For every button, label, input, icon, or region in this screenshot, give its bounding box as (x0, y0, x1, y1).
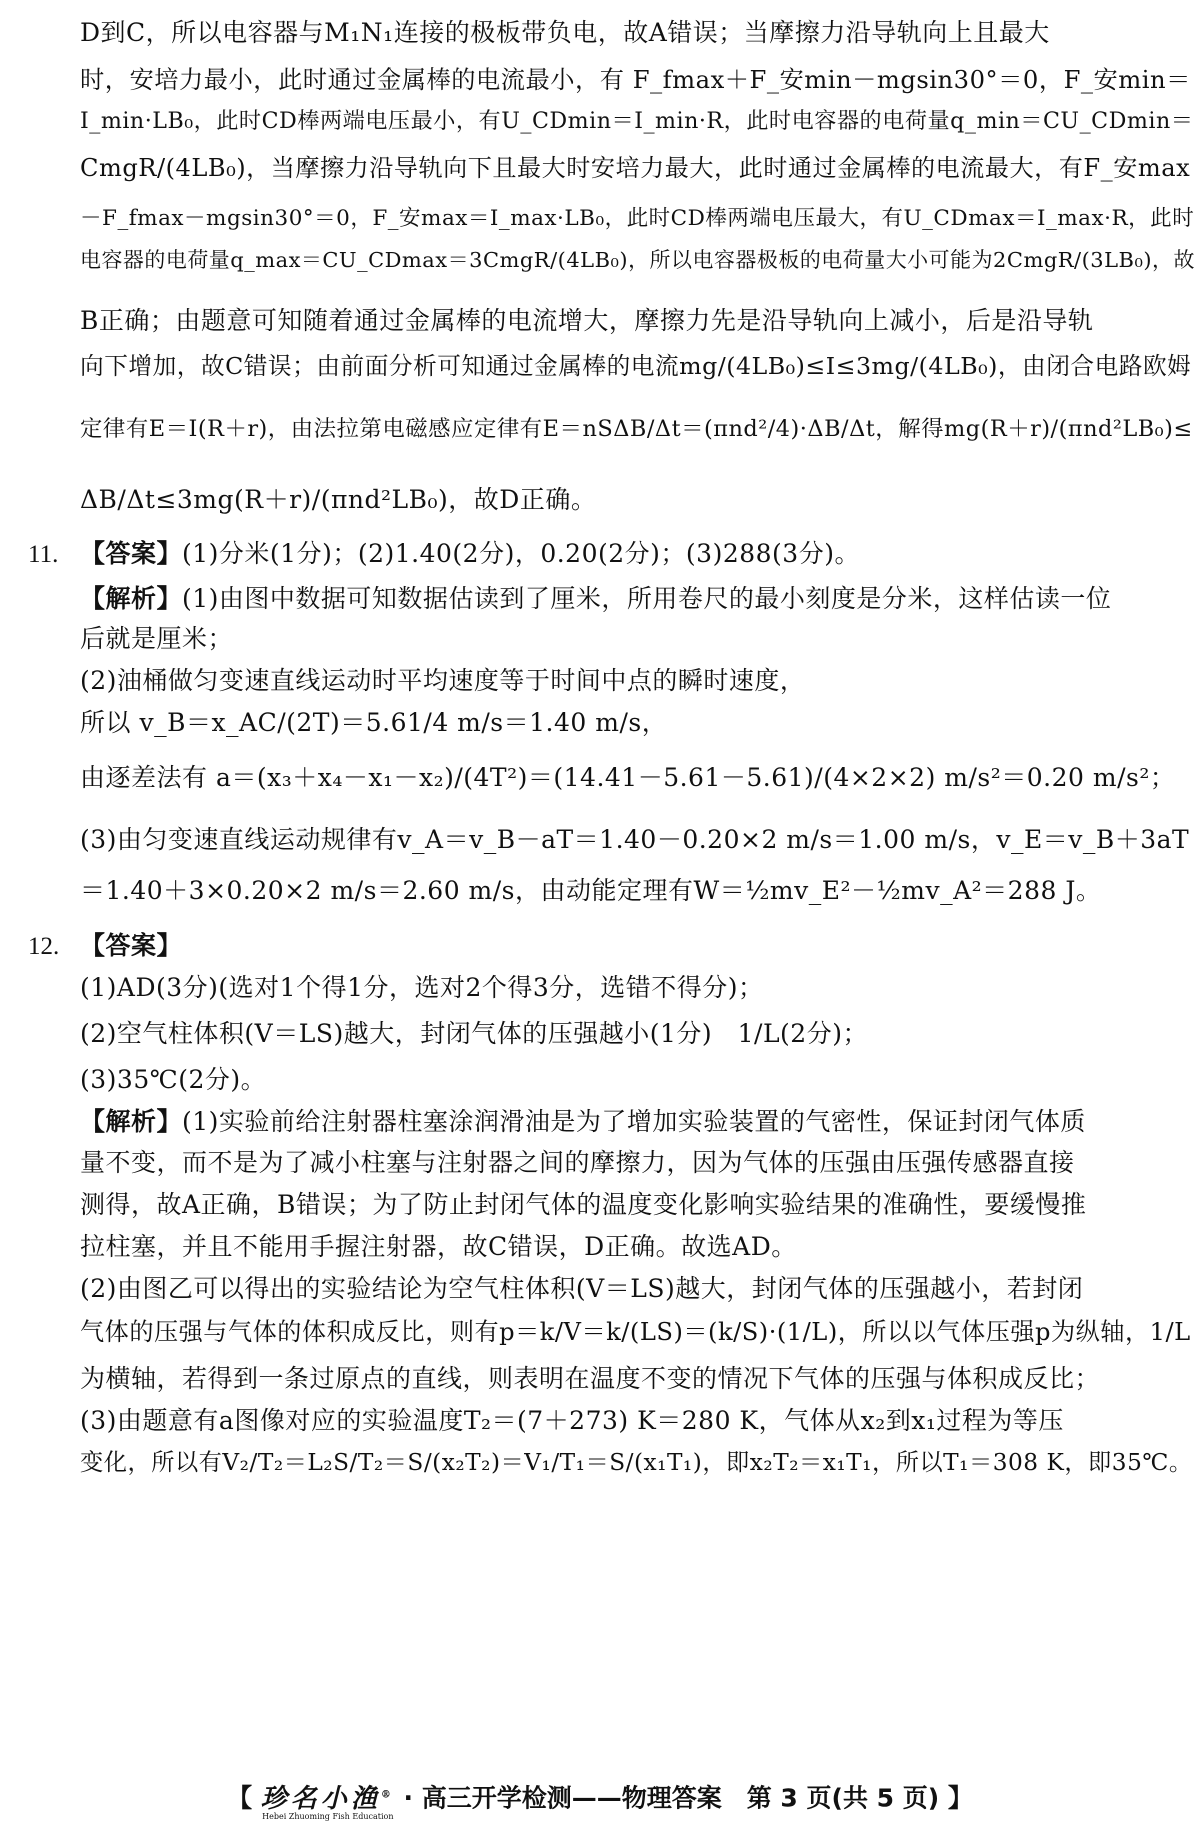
text-line (80, 933, 1180, 958)
line-text: 定律有E＝I(R＋r)，由法拉第电磁感应定律有E＝nSΔB/Δt＝(πnd²/4)·ΔB/Δt，解得mg(R＋r)/(πnd²LB₀)≤ (80, 416, 1193, 442)
section-tag: 【解析】 (80, 584, 183, 613)
text-line (80, 1021, 1180, 1046)
text-line (80, 1109, 1180, 1134)
section-tag: 【答案】 (80, 931, 183, 960)
line-text: CmgR/(4LB₀)，当摩擦力沿导轨向下且最大时安培力最大，此时通过金属棒的电流最大，有F_安max (80, 154, 1191, 182)
question-number: 11. (28, 541, 59, 568)
text-line (80, 65, 1191, 94)
line-text: B正确；由题意可知随着通过金属棒的电流增大，摩擦力先是沿导轨向上减小，后是沿导轨 (80, 306, 1094, 335)
line-text: I_min·LB₀，此时CD棒两端电压最小，有U_CDmin＝I_min·R，此时电容器的电荷量q_min＝CU_CDmin＝ (80, 108, 1194, 134)
footer-title: · 高三开学检测——物理答案 第 3 页(共 5 页) (403, 1783, 940, 1813)
text-line (80, 1067, 1180, 1092)
brand-logo: 珍名小渔® Hebei Zhuoming Fish Education (260, 1784, 395, 1821)
text-line (80, 1192, 1180, 1217)
line-text: (3)35℃(2分)。 (80, 1065, 267, 1094)
line-text: 电容器的电荷量q_max＝CU_CDmax＝3CmgR/(4LB₀)，所以电容器极板的电荷量大小可能为2CmgR/(3LB₀)，故 (80, 248, 1195, 272)
line-text: (1)AD(3分)(选对1个得1分，选对2个得3分，选错不得分)； (80, 973, 764, 1002)
question-number: 12. (28, 933, 60, 960)
text-line (80, 352, 1192, 380)
line-text: 向下增加，故C错误；由前面分析可知通过金属棒的电流mg/(4LB₀)≤I≤3mg/(4LB₀)，由闭合电路欧姆 (80, 352, 1192, 380)
page-footer (0, 1778, 1200, 1821)
text-line (80, 975, 1180, 1000)
text-line (80, 878, 1180, 903)
text-line (80, 668, 1180, 693)
text-line (80, 541, 1180, 566)
line-text: (1)实验前给注射器柱塞涂润滑油是为了增加实验装置的气密性，保证封闭气体质 (182, 1107, 1086, 1136)
section-tag: 【答案】 (80, 539, 183, 568)
text-line (80, 20, 1180, 45)
line-text: －F_fmax－mgsin30°＝0，F_安max＝I_max·LB₀，此时CD棒两端电压最大，有U_CDmax＝I_max·R，此时 (80, 206, 1195, 231)
line-text: (2)油桶做匀变速直线运动时平均速度等于时间中点的瞬时速度， (80, 666, 806, 695)
line-text: (2)由图乙可以得出的实验结论为空气柱体积(V＝LS)越大，封闭气体的压强越小，若封闭 (80, 1274, 1084, 1303)
footer-right-bracket: 】 (947, 1783, 973, 1813)
text-line (80, 586, 1180, 611)
line-text: 变化，所以有V₂/T₂＝L₂S/T₂＝S/(x₂T₂)＝V₁/T₁＝S/(x₁T₁)，即x₂T₂＝x₁T₁，所以T₁＝308 K，即35℃。 (80, 1449, 1193, 1476)
text-line (80, 206, 1195, 231)
text-line (80, 248, 1195, 272)
text-line (80, 1276, 1180, 1301)
brand-logo-text: 珍名小渔 (260, 1784, 381, 1814)
line-text: (2)空气柱体积(V＝LS)越大，封闭气体的压强越小(1分) 1/L(2分)； (80, 1019, 868, 1048)
text-line (80, 1150, 1180, 1175)
line-text: (1)由图中数据可知数据估读到了厘米，所用卷尺的最小刻度是分米，这样估读一位 (182, 584, 1112, 613)
text-line (80, 487, 1180, 512)
line-text: D到C，所以电容器与M₁N₁连接的极板带负电，故A错误；当摩擦力沿导轨向上且最大 (80, 18, 1050, 47)
text-line (80, 108, 1194, 134)
footer-left-bracket: 【 (227, 1783, 253, 1813)
text-line (80, 1449, 1193, 1476)
line-text: (1)分米(1分)；(2)1.40(2分)，0.20(2分)；(3)288(3分)。 (182, 539, 860, 568)
line-text: 所以 v_B＝x_AC/(2T)＝5.61/4 m/s＝1.40 m/s， (80, 708, 668, 737)
line-text: ΔB/Δt≤3mg(R＋r)/(πnd²LB₀)，故D正确。 (80, 485, 597, 514)
line-text: (3)由匀变速直线运动规律有v_A＝v_B－aT＝1.40－0.20×2 m/s＝1.00 m/s，v_E＝v_B＋3aT (80, 825, 1190, 854)
line-text: 后就是厘米； (80, 624, 234, 653)
line-text: 时，安培力最小，此时通过金属棒的电流最小，有 F_fmax＋F_安min－mgsin30°＝0，F_安min＝ (80, 65, 1191, 94)
text-line (80, 1366, 1180, 1391)
text-line (80, 1234, 1180, 1259)
text-line (80, 825, 1190, 854)
line-text: 由逐差法有 a＝(x₃＋x₄－x₁－x₂)/(4T²)＝(14.41－5.61－5.61)/(4×2×2) m/s²＝0.20 m/s²； (80, 763, 1176, 792)
section-tag: 【解析】 (80, 1107, 183, 1136)
text-line (80, 1318, 1191, 1346)
line-text: (3)由题意有a图像对应的实验温度T₂＝(7＋273) K＝280 K，气体从x₂到x₁过程为等压 (80, 1406, 1064, 1435)
line-text: ＝1.40＋3×0.20×2 m/s＝2.60 m/s，由动能定理有W＝½mv_E²－½mv_A²＝288 J。 (80, 876, 1102, 905)
line-text: 量不变，而不是为了减小柱塞与注射器之间的摩擦力，因为气体的压强由压强传感器直接 (80, 1148, 1075, 1177)
line-text: 为横轴，若得到一条过原点的直线，则表明在温度不变的情况下气体的压强与体积成反比； (80, 1364, 1101, 1393)
text-line (80, 710, 1180, 735)
line-text: 拉柱塞，并且不能用手握注射器，故C错误，D正确。故选AD。 (80, 1232, 797, 1261)
text-line (80, 154, 1191, 182)
text-line (80, 1408, 1180, 1433)
text-line (80, 308, 1180, 333)
line-text: 测得，故A正确，B错误；为了防止封闭气体的温度变化影响实验结果的准确性，要缓慢推 (80, 1190, 1087, 1219)
text-line (80, 416, 1193, 442)
text-line (80, 626, 1180, 651)
line-text: 气体的压强与气体的体积成反比，则有p＝k/V＝k/(LS)＝(k/S)·(1/L)，所以以气体压强p为纵轴，1/L (80, 1318, 1191, 1346)
text-line (80, 765, 1180, 790)
brand-logo-subtitle: Hebei Zhuoming Fish Education (262, 1812, 394, 1821)
